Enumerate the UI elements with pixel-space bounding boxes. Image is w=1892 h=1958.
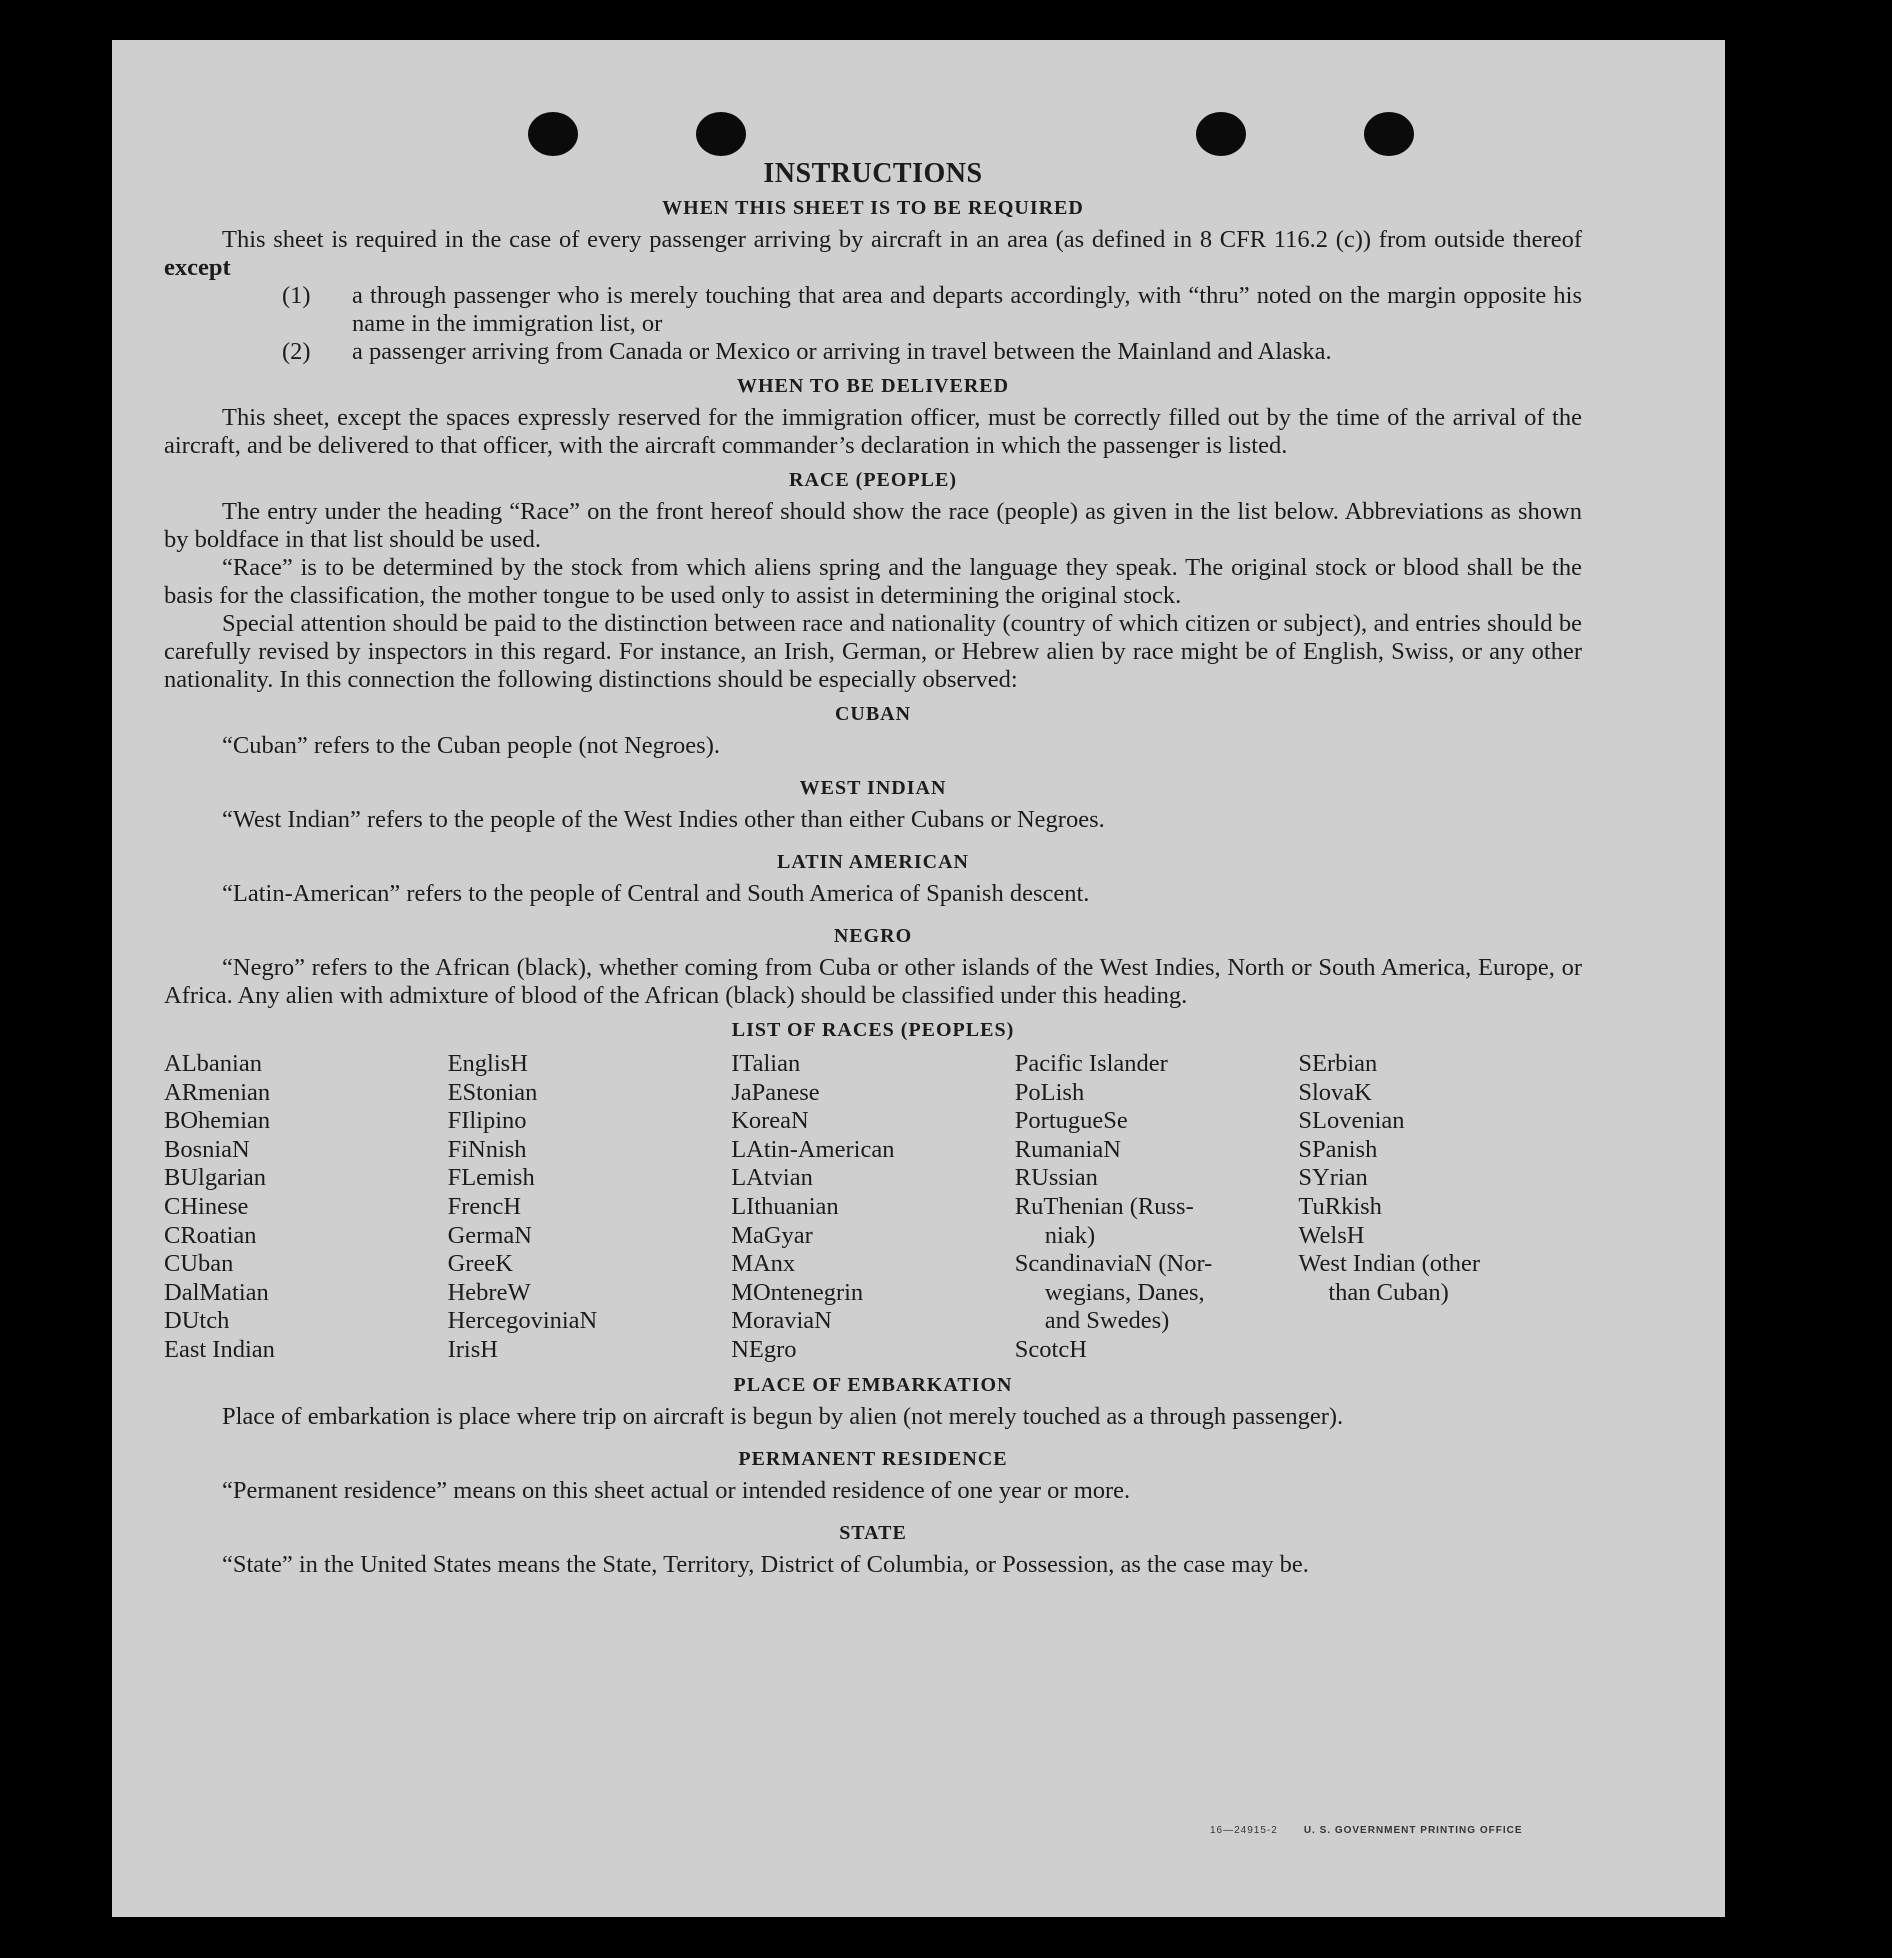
race-entry: RuThenian (Russ- bbox=[1014, 1192, 1194, 1220]
races-list bbox=[164, 1050, 1582, 1365]
race-entry: DalMatian bbox=[164, 1278, 269, 1306]
section-heading-residence: PERMANENT RESIDENCE bbox=[738, 1447, 1008, 1470]
race-entry: FIlipino bbox=[447, 1107, 527, 1135]
required-intro bbox=[164, 226, 1582, 282]
race-entry: FiNnish bbox=[447, 1135, 527, 1163]
page-title: INSTRUCTIONS bbox=[763, 158, 983, 189]
race-entry: LIthuanian bbox=[731, 1192, 839, 1220]
west-indian-text: “West Indian” refers to the people of the West Indies other than either Cubans or Negroes. bbox=[222, 806, 1105, 833]
section-heading-list-of-races: LIST OF RACES (PEOPLES) bbox=[731, 1019, 1015, 1041]
exception-text: a through passenger who is merely touching that area and departs accordingly, with “thru” noted on the margin opposite his name in the immigration list, or bbox=[352, 282, 1582, 337]
race-entry: EnglisH bbox=[447, 1050, 528, 1077]
race-entry: ALbanian bbox=[164, 1050, 262, 1077]
race-entry: MaGyar bbox=[731, 1221, 813, 1249]
section-heading-delivered: WHEN TO BE DELIVERED bbox=[736, 375, 1010, 397]
race-entry: SlovaK bbox=[1298, 1078, 1372, 1106]
race-entry: SErbian bbox=[1298, 1050, 1378, 1077]
race-entry: GreeK bbox=[447, 1250, 513, 1278]
negro-text: “Negro” refers to the African (black), whether coming from Cuba or other islands of the West Indies, North or South America, Europe, or Africa. Any alien with admixture of blood of the African (black) should be classified under this heading. bbox=[164, 954, 1582, 1009]
race-entry: ScandinaviaN (Nor- bbox=[1014, 1250, 1213, 1278]
punch-hole bbox=[1196, 112, 1246, 156]
race-entry-continued: and Swedes) bbox=[1044, 1307, 1170, 1335]
section-heading-west-indian: WEST INDIAN bbox=[799, 777, 947, 799]
race-entry: West Indian (other bbox=[1298, 1250, 1481, 1278]
races-column-5 bbox=[1298, 1050, 1582, 1365]
races-column-2 bbox=[448, 1050, 732, 1365]
exception-text: a passenger arriving from Canada or Mexico or arriving in travel between the Mainland and Alaska. bbox=[352, 338, 1332, 365]
race-entry-continued: niak) bbox=[1044, 1221, 1096, 1249]
race-entry: NEgro bbox=[731, 1335, 797, 1363]
race-entry: PoLish bbox=[1014, 1078, 1085, 1106]
residence-text: “Permanent residence” means on this sheet actual or intended residence of one year or more. bbox=[222, 1476, 1131, 1504]
race-entry: BUlgarian bbox=[164, 1164, 267, 1192]
latin-american-text: “Latin-American” refers to the people of Central and South America of Spanish descent. bbox=[222, 880, 1090, 907]
required-exception-1 bbox=[164, 282, 1582, 338]
race-entry: DUtch bbox=[164, 1307, 230, 1335]
race-entry: SPanish bbox=[1298, 1135, 1378, 1163]
embarkation-text: Place of embarkation is place where trip on aircraft is begun by alien (not merely touched as a through passenger). bbox=[222, 1402, 1344, 1430]
required-intro-text: This sheet is required in the case of every passenger arriving by aircraft in an area (as defined in 8 CFR 116.2 (c)) from outside thereof bbox=[222, 226, 1582, 253]
race-entry: SYrian bbox=[1298, 1164, 1368, 1192]
instructions-content bbox=[164, 160, 1582, 1579]
state-text: “State” in the United States means the State, Territory, District of Columbia, or Possession, as the case may be. bbox=[222, 1550, 1309, 1578]
race-entry: ARmenian bbox=[164, 1078, 271, 1106]
punch-hole bbox=[528, 112, 578, 156]
section-heading-state: STATE bbox=[839, 1521, 907, 1544]
race-entry: MAnx bbox=[731, 1250, 796, 1278]
race-entry: GermaN bbox=[447, 1221, 532, 1249]
race-entry: SLovenian bbox=[1298, 1107, 1405, 1135]
section-heading-required: WHEN THIS SHEET IS TO BE REQUIRED bbox=[662, 197, 1084, 219]
race-entry: PortugueSe bbox=[1014, 1107, 1128, 1135]
race-entry: ITalian bbox=[731, 1050, 801, 1077]
races-column-3 bbox=[731, 1050, 1015, 1365]
races-column-1 bbox=[164, 1050, 448, 1365]
race-entry: FrencH bbox=[447, 1192, 522, 1220]
race-entry: CUban bbox=[164, 1250, 234, 1278]
race-entry: Pacific Islander bbox=[1014, 1050, 1168, 1077]
race-entry: RUssian bbox=[1014, 1164, 1098, 1192]
printer-name: U. S. GOVERNMENT PRINTING OFFICE bbox=[1303, 1825, 1523, 1836]
race-entry: East Indian bbox=[164, 1335, 275, 1363]
race-entry: ScotcH bbox=[1014, 1335, 1087, 1363]
race-entry: MOntenegrin bbox=[731, 1278, 864, 1306]
race-entry: LAtin-American bbox=[731, 1135, 895, 1163]
race-paragraph-1: The entry under the heading “Race” on the front hereof should show the race (people) as given in the list below. Abbreviations as shown by boldface in that list should be used. bbox=[164, 498, 1582, 553]
race-entry: EStonian bbox=[447, 1078, 538, 1106]
race-entry: MoraviaN bbox=[731, 1307, 832, 1335]
race-entry: KoreaN bbox=[731, 1107, 809, 1135]
race-entry: TuRkish bbox=[1298, 1192, 1382, 1220]
race-entry: CHinese bbox=[164, 1192, 249, 1220]
race-entry: CRoatian bbox=[164, 1221, 257, 1249]
delivered-text: This sheet, except the spaces expressly reserved for the immigration officer, must be correctly filled out by the time of the arrival of the aircraft, and be delivered to that officer, with the aircraft commander’s declaration in which the passenger is listed. bbox=[164, 404, 1582, 459]
race-entry: RumaniaN bbox=[1014, 1135, 1121, 1163]
required-exception-2 bbox=[164, 338, 1582, 366]
document-sheet bbox=[112, 40, 1725, 1917]
punch-hole bbox=[1364, 112, 1414, 156]
section-heading-embarkation: PLACE OF EMBARKATION bbox=[733, 1373, 1013, 1396]
race-entry: IrisH bbox=[447, 1335, 498, 1363]
races-column-4 bbox=[1015, 1050, 1299, 1365]
section-heading-race: RACE (PEOPLE) bbox=[789, 469, 957, 491]
section-heading-latin-american: LATIN AMERICAN bbox=[777, 851, 969, 873]
race-entry: HercegoviniaN bbox=[447, 1307, 598, 1335]
race-entry: FLemish bbox=[447, 1164, 535, 1192]
printer-imprint bbox=[1210, 1825, 1523, 1836]
form-number: 16—24915-2 bbox=[1210, 1825, 1278, 1836]
race-entry: WelsH bbox=[1298, 1221, 1365, 1249]
race-paragraph-2: “Race” is to be determined by the stock from which aliens spring and the language they speak. The original stock or blood shall be the basis for the classification, the mother tongue to be used only to assist in determining the original stock. bbox=[164, 554, 1582, 609]
race-entry: BosniaN bbox=[164, 1135, 250, 1163]
race-entry-continued: wegians, Danes, bbox=[1044, 1278, 1205, 1306]
exception-number: (1) bbox=[282, 282, 311, 309]
exception-number: (2) bbox=[282, 338, 311, 365]
race-entry: HebreW bbox=[447, 1278, 531, 1306]
race-entry: LAtvian bbox=[731, 1164, 813, 1192]
race-entry-continued: than Cuban) bbox=[1328, 1278, 1449, 1306]
section-heading-cuban: CUBAN bbox=[834, 703, 912, 725]
required-intro-except: except bbox=[164, 254, 231, 281]
race-entry: JaPanese bbox=[731, 1078, 820, 1106]
section-heading-negro: NEGRO bbox=[833, 925, 913, 947]
cuban-text: “Cuban” refers to the Cuban people (not Negroes). bbox=[222, 732, 720, 759]
race-entry: BOhemian bbox=[164, 1107, 271, 1135]
punch-hole bbox=[696, 112, 746, 156]
race-paragraph-3: Special attention should be paid to the distinction between race and nationality (country of which citizen or subject), and entries should be carefully revised by inspectors in this regard. For instance, an Irish, German, or Hebrew alien by race might be of English, Swiss, or any other nationality. In this connection the following distinctions should be especially observed: bbox=[164, 610, 1582, 693]
